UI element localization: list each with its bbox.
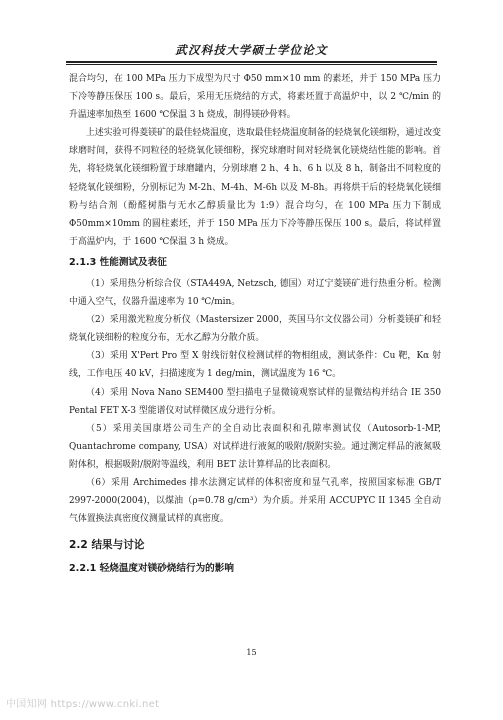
paragraph-continuation: 混合均匀，在 100 MPa 压力下成型为尺寸 Φ50 mm×10 mm 的素坯，并于 150 MPa 压力下冷等静压保压 100 s。最后，采用无压烧结的方式，将素坯置于高温炉中，以 2 ℃/min 的升温速率加热至 1600 ℃保温 3 h 烧成，制得镁砂骨料。: [69, 74, 441, 121]
section-heading-2-2: 2.2 结果与讨论: [69, 539, 145, 552]
list-item-6: （6）采用 Archimedes 排水法测定试样的体积密度和显气孔率，按照国家标准 GB/T 2997-2000(2004)，以煤油（ρ=0.78 g/cm³）为介质。并采用 ACCUPYC II 1345 全自动气体置换法真密度仪测量试样的真密度。: [69, 477, 441, 525]
list-item-4: （4）采用 Nova Nano SEM400 型扫描电子显微镜观察试样的显微结构并结合 IE 350 Pental FET X-3 型能谱仪对试样微区成分进行分析。: [69, 387, 441, 416]
header-rule-thin: [66, 64, 437, 65]
list-item-3: （3）采用 X'Pert Pro 型 X 射线衍射仪检测试样的物相组成，测试条件：Cu 靶，Kα 射线，工作电压 40 kV，扫描速度为 1 deg/min，测试温度为 16 ℃。: [69, 351, 441, 380]
running-header: 武汉科技大学硕士学位论文: [175, 43, 328, 57]
section-heading-2-2-1: 2.2.1 轻烧温度对镁砂烧结行为的影响: [69, 563, 234, 575]
paragraph-ball-milling: 上述实验可得菱镁矿的最佳轻烧温度，选取最佳轻烧温度制备的轻烧氧化镁细粉，通过改变球磨时间，获得不同粒径的轻烧氧化镁细粉，探究球磨时间对轻烧氧化镁烧结性能的影响。首先，将轻烧氧化镁细粉置于球磨罐内，分别球磨 2 h、4 h、6 h 以及 8 h，制备出不同粒度的轻烧氧化镁细粉，分别标记为 M-2h、M-4h、M-6h 以及 M-8h。再将烘干后的轻烧氧化镁细粉与结合剂（酚醛树脂与无水乙醇质量比为 1:9）混合均匀，在 100 MPa 压力下制成 Φ50mm×10mm 的圆柱素坯，并于 150 MPa 压力下冷等静压保压 100 s。最后，将试样置于高温炉内，于 1600 ℃保温 3 h 烧成。: [69, 128, 441, 247]
section-heading-2-1-3: 2.1.3 性能测试及表征: [69, 256, 167, 268]
cnki-watermark: 中国知网 https://www.cnki.net: [6, 699, 160, 710]
list-item-1: （1）采用热分析综合仪（STA449A, Netzsch, 德国）对辽宁菱镁矿进行热重分析。检测中通入空气，仪器升温速率为 10 ℃/min。: [69, 278, 441, 308]
list-item-5: （5）采用美国康塔公司生产的全自动比表面积和孔隙率测试仪（Autosorb-1-MP, Quantachrome company, USA）对试样进行液氮的吸附/脱附实验。通过测定样品的液氮吸附体积，根据吸附/脱附等温线，利用 BET 法计算样品的比表面积。: [69, 423, 441, 470]
body-text: [69, 70, 441, 581]
list-item-2: （2）采用激光粒度分析仪（Mastersizer 2000，英国马尔文仪器公司）分析菱镁矿和轻烧氧化镁细粉的粒度分布，无水乙醇为分散介质。: [69, 315, 441, 344]
page-number: 15: [246, 648, 257, 657]
header-rule-thick: [66, 61, 437, 63]
